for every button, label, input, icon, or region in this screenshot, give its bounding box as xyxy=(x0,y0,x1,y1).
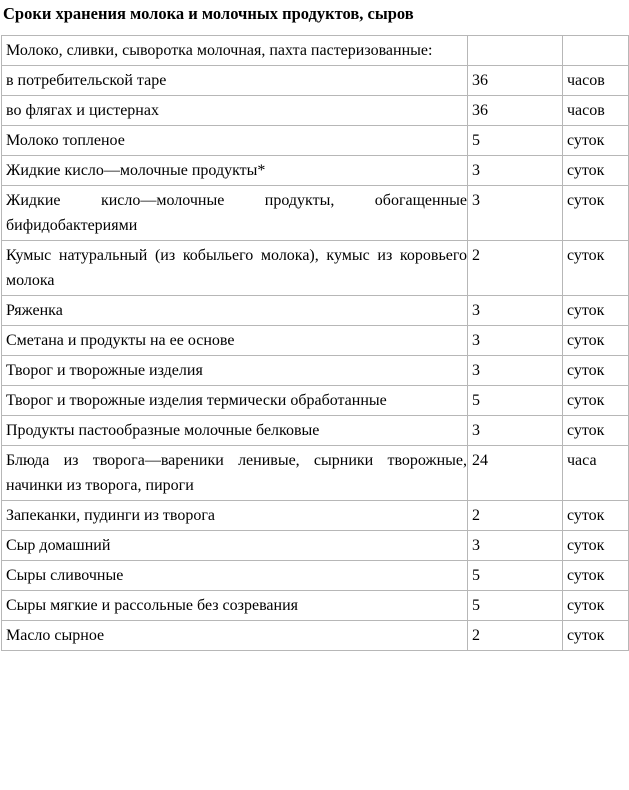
product-name-cell: Продукты пастообразные молочные белковые xyxy=(2,416,468,446)
table-row xyxy=(2,126,629,156)
storage-unit-cell: суток xyxy=(563,296,629,326)
storage-value-cell: 36 xyxy=(468,66,563,96)
product-name-cell: во флягах и цистернах xyxy=(2,96,468,126)
product-name-cell: Запеканки, пудинги из творога xyxy=(2,501,468,531)
product-name-cell: Блюда из творога—вареники ленивые, сырники творожные, начинки из творога, пироги xyxy=(2,446,468,501)
product-name-cell: Сыры мягкие и рассольные без созревания xyxy=(2,591,468,621)
table-row xyxy=(2,66,629,96)
storage-unit-cell: суток xyxy=(563,126,629,156)
storage-unit-cell: часа xyxy=(563,446,629,501)
product-name-cell: Ряженка xyxy=(2,296,468,326)
storage-value-cell: 5 xyxy=(468,561,563,591)
storage-value-cell: 5 xyxy=(468,591,563,621)
storage-value-cell: 3 xyxy=(468,416,563,446)
storage-unit-cell: суток xyxy=(563,241,629,296)
product-name-cell: Кумыс натуральный (из кобыльего молока), кумыс из коровьего молока xyxy=(2,241,468,296)
table-row xyxy=(2,326,629,356)
storage-value-cell: 2 xyxy=(468,621,563,651)
storage-unit-cell: суток xyxy=(563,591,629,621)
product-name-cell: в потребительской таре xyxy=(2,66,468,96)
product-name-cell: Молоко топленое xyxy=(2,126,468,156)
table-row xyxy=(2,386,629,416)
document-title: Сроки хранения молока и молочных продуктов, сыров xyxy=(3,4,414,23)
storage-value-cell xyxy=(468,36,563,66)
table-row xyxy=(2,186,629,241)
product-name-cell: Сыры сливочные xyxy=(2,561,468,591)
table-row xyxy=(2,156,629,186)
storage-value-cell: 3 xyxy=(468,531,563,561)
storage-unit-cell: часов xyxy=(563,66,629,96)
product-name-cell: Масло сырное xyxy=(2,621,468,651)
table-row xyxy=(2,531,629,561)
table-row xyxy=(2,561,629,591)
product-name-cell: Жидкие кисло—молочные продукты* xyxy=(2,156,468,186)
table-row xyxy=(2,621,629,651)
storage-value-cell: 3 xyxy=(468,296,563,326)
storage-value-cell: 36 xyxy=(468,96,563,126)
storage-unit-cell: суток xyxy=(563,416,629,446)
table-row xyxy=(2,356,629,386)
storage-value-cell: 24 xyxy=(468,446,563,501)
storage-value-cell: 2 xyxy=(468,501,563,531)
product-name-cell: Молоко, сливки, сыворотка молочная, пахта пастеризованные: xyxy=(2,36,468,66)
storage-value-cell: 2 xyxy=(468,241,563,296)
storage-value-cell: 5 xyxy=(468,126,563,156)
storage-value-cell: 3 xyxy=(468,156,563,186)
table-row xyxy=(2,96,629,126)
storage-unit-cell: суток xyxy=(563,621,629,651)
product-name-cell: Творог и творожные изделия xyxy=(2,356,468,386)
storage-value-cell: 3 xyxy=(468,326,563,356)
storage-table xyxy=(1,35,629,651)
storage-unit-cell: часов xyxy=(563,96,629,126)
storage-value-cell: 5 xyxy=(468,386,563,416)
storage-value-cell: 3 xyxy=(468,356,563,386)
storage-value-cell: 3 xyxy=(468,186,563,241)
table-row xyxy=(2,296,629,326)
storage-unit-cell: суток xyxy=(563,386,629,416)
table-row xyxy=(2,36,629,66)
storage-unit-cell: суток xyxy=(563,326,629,356)
product-name-cell: Сметана и продукты на ее основе xyxy=(2,326,468,356)
storage-unit-cell xyxy=(563,36,629,66)
storage-unit-cell: суток xyxy=(563,186,629,241)
storage-unit-cell: суток xyxy=(563,561,629,591)
table-row xyxy=(2,501,629,531)
table-row xyxy=(2,416,629,446)
storage-unit-cell: суток xyxy=(563,531,629,561)
storage-unit-cell: суток xyxy=(563,501,629,531)
product-name-cell: Творог и творожные изделия термически обработанные xyxy=(2,386,468,416)
table-row xyxy=(2,591,629,621)
table-row xyxy=(2,241,629,296)
storage-unit-cell: суток xyxy=(563,156,629,186)
product-name-cell: Сыр домашний xyxy=(2,531,468,561)
table-row xyxy=(2,446,629,501)
product-name-cell: Жидкие кисло—молочные продукты, обогащенные бифидобактериями xyxy=(2,186,468,241)
storage-unit-cell: суток xyxy=(563,356,629,386)
